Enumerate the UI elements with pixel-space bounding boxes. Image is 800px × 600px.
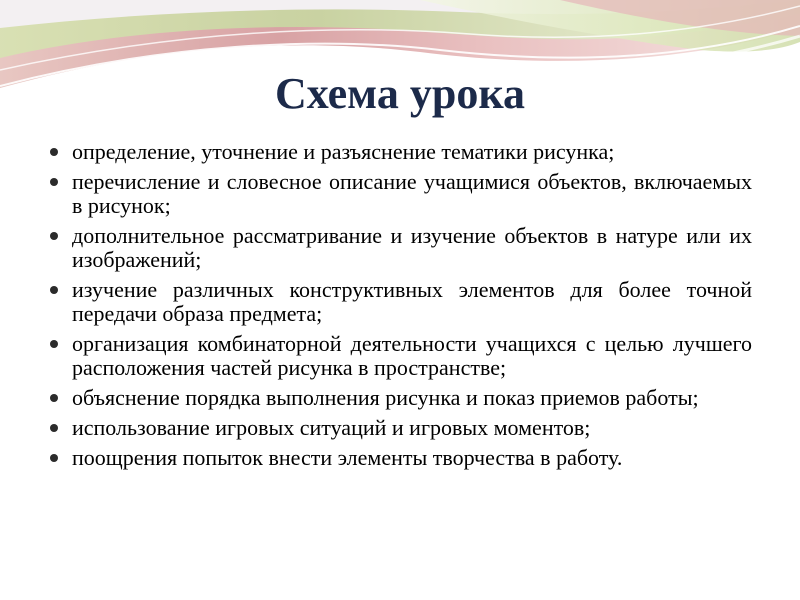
bullet-item [46, 278, 752, 326]
bullet-dot-icon [50, 454, 58, 462]
bullet-dot-icon [50, 232, 58, 240]
bullet-dot-icon [50, 286, 58, 294]
bullet-dot-icon [50, 424, 58, 432]
bullet-item [46, 140, 752, 164]
bullet-text: использование игровых ситуаций и игровых моментов; [72, 415, 591, 440]
bullet-list [46, 140, 752, 470]
bullet-dot-icon [50, 178, 58, 186]
bullet-item [46, 446, 752, 470]
bullet-item [46, 332, 752, 380]
bullet-item [46, 224, 752, 272]
bullet-text: определение, уточнение и разъяснение тематики рисунка; [72, 139, 615, 164]
bullet-text: перечисление и словесное описание учащимися объектов, включаемых в рисунок; [72, 169, 752, 218]
bullet-text: изучение различных конструктивных элементов для более точной передачи образа предмета; [72, 277, 752, 326]
bullet-text: организация комбинаторной деятельности учащихся с целью лучшего расположения частей рисунка в пространстве; [72, 331, 752, 380]
bullet-item [46, 416, 752, 440]
bullet-text: объяснение порядка выполнения рисунка и показ приемов работы; [72, 385, 699, 410]
slide-title: Схема урока [274, 69, 526, 118]
bullet-text: поощрения попыток внести элементы творчества в работу. [72, 445, 623, 470]
bullet-dot-icon [50, 340, 58, 348]
bullet-item [46, 386, 752, 410]
bullet-item [46, 170, 752, 218]
bullet-text: дополнительное рассматривание и изучение объектов в натуре или их изображений; [72, 223, 752, 272]
bullet-dot-icon [50, 148, 58, 156]
bullet-dot-icon [50, 394, 58, 402]
